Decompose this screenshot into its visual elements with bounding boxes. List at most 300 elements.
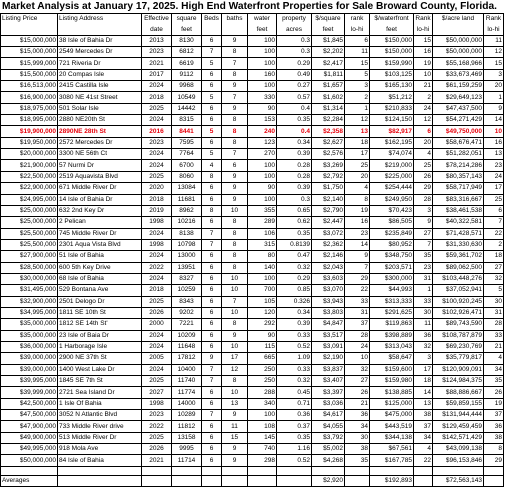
table-cell: 9 — [345, 251, 370, 262]
table-cell: 25 — [345, 160, 370, 171]
table-cell: $16,513,000 — [1, 81, 58, 92]
spacer-cell — [433, 466, 484, 475]
table-cell: 4 — [414, 444, 433, 455]
table-cell: 36 — [414, 330, 433, 341]
table-cell: 33 — [484, 330, 504, 341]
table-cell: $39,000,000 — [1, 353, 58, 364]
column-header — [202, 24, 222, 35]
table-cell: 13 — [345, 126, 370, 137]
table-cell: 32 — [484, 273, 504, 284]
table-cell: 2024 — [142, 160, 172, 171]
table-cell: 35 — [414, 251, 433, 262]
table-cell: 17 — [222, 353, 248, 364]
table-cell: 14 — [345, 239, 370, 250]
table-cell: 35 — [345, 455, 370, 466]
table-cell: 2025 — [142, 296, 172, 307]
table-cell: 2021 — [142, 58, 172, 69]
table-cell: 7 — [222, 296, 248, 307]
table-cell: $15,999,000 — [1, 58, 58, 69]
spacer-cell — [312, 466, 345, 475]
table-cell: 38 Isle of Bahia Dr — [58, 35, 142, 46]
table-cell: 10 — [222, 205, 248, 216]
table-cell: $2,202 — [312, 47, 345, 58]
table-cell: $249,950 — [370, 194, 414, 205]
table-cell: 16 — [345, 217, 370, 228]
table-cell: 32 — [414, 341, 433, 352]
table-cell: $80,952 — [370, 239, 414, 250]
table-cell: $80,357,143 — [433, 171, 484, 182]
table-cell: 30 — [414, 307, 433, 318]
table-cell: 9 — [222, 455, 248, 466]
table-cell: 7221 — [172, 319, 202, 330]
table-row — [1, 296, 504, 307]
table-cell: 5 — [202, 58, 222, 69]
table-cell: 0.33 — [277, 364, 312, 375]
averages-empty-cell — [345, 475, 370, 486]
table-cell: 23 — [345, 228, 370, 239]
table-cell: $3,837 — [312, 364, 345, 375]
table-cell: $40,322,581 — [433, 217, 484, 228]
table-cell: 8 — [222, 137, 248, 148]
column-header: feet — [248, 24, 277, 35]
table-cell: 10 — [222, 273, 248, 284]
table-cell: 10549 — [172, 92, 202, 103]
table-cell: 8441 — [172, 126, 202, 137]
table-row — [1, 115, 504, 126]
table-cell: $124,984,375 — [433, 376, 484, 387]
table-cell: 11740 — [172, 376, 202, 387]
table-cell: $2,284 — [312, 115, 345, 126]
spacer-cell — [345, 466, 370, 475]
table-cell: 1998 — [142, 239, 172, 250]
table-cell: $1,602 — [312, 92, 345, 103]
table-cell: 2013 — [142, 35, 172, 46]
table-cell: 21 — [414, 81, 433, 92]
table-cell: $50,000,000 — [433, 47, 484, 58]
table-cell: 23 — [414, 262, 433, 273]
table-cell: $4,847 — [312, 319, 345, 330]
table-cell: 38 — [414, 410, 433, 421]
table-cell: 17 — [484, 183, 504, 194]
table-cell: $35,779,817 — [433, 353, 484, 364]
table-cell: 15 — [222, 432, 248, 443]
table-cell: 9 — [222, 35, 248, 46]
table-cell: $22,900,000 — [1, 183, 58, 194]
table-cell: $15,500,000 — [1, 69, 58, 80]
table-row — [1, 444, 504, 455]
table-row — [1, 171, 504, 182]
table-cell: 6 — [202, 69, 222, 80]
table-cell: 31 — [414, 273, 433, 284]
table-cell: 671 Middle River Dr — [58, 183, 142, 194]
table-cell: 8 — [222, 239, 248, 250]
table-cell: 23 — [484, 160, 504, 171]
table-row — [1, 410, 504, 421]
table-row — [1, 398, 504, 409]
table-cell: 0.39 — [277, 183, 312, 194]
table-cell: 11681 — [172, 194, 202, 205]
spacer-cell — [202, 466, 222, 475]
table-cell: 9968 — [172, 81, 202, 92]
table-cell: $167,785 — [370, 455, 414, 466]
average-acre-value: $72,563,143 — [433, 475, 484, 486]
table-cell: 2890NE 28th St — [58, 126, 142, 137]
table-cell: 315 — [248, 239, 277, 250]
table-cell: 25 — [414, 160, 433, 171]
table-cell: 9 — [222, 410, 248, 421]
table-cell: 15 — [484, 58, 504, 69]
column-header: Rank — [414, 14, 433, 25]
table-cell: $2,417 — [312, 58, 345, 69]
table-cell: $225,000 — [370, 171, 414, 182]
table-cell: $254,444 — [370, 183, 414, 194]
header-row — [1, 24, 504, 35]
table-cell: $47,437,500 — [433, 103, 484, 114]
table-cell: 12 — [484, 47, 504, 58]
table-cell: 16 — [484, 137, 504, 148]
table-cell: 9 — [222, 330, 248, 341]
table-cell: 7 — [202, 410, 222, 421]
table-cell: 145 — [248, 432, 277, 443]
averages-empty-cell — [142, 475, 172, 486]
table-cell: 2572 Mercedes Dr — [58, 137, 142, 148]
table-cell: 6 — [202, 262, 222, 273]
table-cell: 27 — [414, 228, 433, 239]
average-waterfront-value: $192,893 — [370, 475, 414, 486]
table-cell: 1998 — [142, 398, 172, 409]
table-cell: $3,072 — [312, 228, 345, 239]
table-cell: $4,055 — [312, 421, 345, 432]
table-row — [1, 285, 504, 296]
table-cell: $29,649,123 — [433, 92, 484, 103]
table-cell: 8060 — [172, 171, 202, 182]
table-cell: 14442 — [172, 103, 202, 114]
table-cell: 22 — [345, 285, 370, 296]
table-cell: 38 — [345, 444, 370, 455]
table-cell: 14 — [414, 387, 433, 398]
table-cell: $348,750 — [370, 251, 414, 262]
table-cell: 10 — [222, 341, 248, 352]
table-row — [1, 319, 504, 330]
table-cell: $131,944,444 — [433, 410, 484, 421]
table-cell: 7 — [202, 228, 222, 239]
table-cell: $150,000 — [370, 47, 414, 58]
spacer-cell — [1, 466, 58, 475]
table-cell: 34 — [414, 432, 433, 443]
table-cell: $235,849 — [370, 228, 414, 239]
table-cell: 6 — [202, 307, 222, 318]
table-cell: 7 — [222, 149, 248, 160]
table-cell: 24 — [345, 341, 370, 352]
table-cell: 250 — [248, 376, 277, 387]
table-cell: 12 — [222, 364, 248, 375]
header-row — [1, 14, 504, 25]
table-cell: 6812 — [172, 47, 202, 58]
table-cell: 0.3 — [277, 35, 312, 46]
table-cell: 21 — [345, 398, 370, 409]
table-cell: 289 — [248, 217, 277, 228]
column-header: square — [172, 14, 202, 25]
table-cell: 100 — [248, 35, 277, 46]
table-cell: 100 — [248, 81, 277, 92]
spacer-cell — [484, 466, 504, 475]
table-cell: 2023 — [142, 47, 172, 58]
table-cell: $3,803 — [312, 307, 345, 318]
table-cell: 8 — [222, 228, 248, 239]
table-cell: 7 — [222, 92, 248, 103]
table-cell: $1,314 — [312, 103, 345, 114]
table-cell: 0.27 — [277, 81, 312, 92]
table-cell: $34,995,000 — [1, 307, 58, 318]
table-cell: 17812 — [172, 353, 202, 364]
table-cell: $4,617 — [312, 410, 345, 421]
table-cell: 38 — [484, 432, 504, 443]
table-cell: 9 — [222, 171, 248, 182]
table-cell: 2721 Sea Island Dr — [58, 387, 142, 398]
table-cell: 9 — [222, 444, 248, 455]
table-cell: 34 — [484, 364, 504, 375]
table-cell: $15,000,000 — [1, 35, 58, 46]
table-cell: 5 — [345, 69, 370, 80]
table-cell: 292 — [248, 319, 277, 330]
table-cell: $55,168,966 — [433, 58, 484, 69]
page-title: Market Analysis at January 17, 2025. High End Waterfront Properties for Sale Broward County, Florida. — [2, 1, 497, 12]
table-cell: 340 — [248, 398, 277, 409]
table-row — [1, 103, 504, 114]
table-cell: $31,330,630 — [433, 239, 484, 250]
table-cell: 6 — [202, 444, 222, 455]
table-cell: 100 — [248, 410, 277, 421]
table-cell: $210,833 — [370, 103, 414, 114]
table-row — [1, 183, 504, 194]
table-cell: $74,074 — [370, 149, 414, 160]
table-cell: 5 — [202, 126, 222, 137]
table-cell: 7 — [222, 58, 248, 69]
table-cell: 740 — [248, 444, 277, 455]
table-cell: 8 — [202, 205, 222, 216]
table-cell: 15 — [345, 58, 370, 69]
table-cell: 9 — [222, 103, 248, 114]
table-cell: $443,519 — [370, 421, 414, 432]
table-cell: 11 — [345, 47, 370, 58]
table-cell: $165,130 — [370, 81, 414, 92]
table-row — [1, 432, 504, 443]
table-cell: $88,886,667 — [433, 387, 484, 398]
table-cell: 6 — [202, 183, 222, 194]
table-cell: 2024 — [142, 115, 172, 126]
table-cell: 11 — [484, 35, 504, 46]
table-cell: 57 Nurmi Dr — [58, 160, 142, 171]
table-cell: 0.52 — [277, 341, 312, 352]
table-cell: 2022 — [142, 421, 172, 432]
table-cell: 7 — [202, 364, 222, 375]
column-header: lo-hi — [484, 24, 504, 35]
table-cell: 2024 — [142, 364, 172, 375]
table-cell: $3,269 — [312, 160, 345, 171]
table-row — [1, 126, 504, 137]
table-cell: 11774 — [172, 387, 202, 398]
table-cell: 2025 — [142, 103, 172, 114]
averages-empty-cell — [202, 475, 222, 486]
table-cell: $1,845 — [312, 35, 345, 46]
table-cell: 3052 N Atlantic Blvd — [58, 410, 142, 421]
table-row — [1, 353, 504, 364]
table-cell: $18,975,000 — [1, 103, 58, 114]
table-cell: $3,036 — [312, 398, 345, 409]
table-cell: $103,448,276 — [433, 273, 484, 284]
table-cell: $150,000 — [370, 35, 414, 46]
table-cell: 8 — [222, 217, 248, 228]
table-cell: 745 Middle River Dr — [58, 228, 142, 239]
table-cell: 84 Isle of Bahia — [58, 455, 142, 466]
table-cell: 90 — [248, 330, 277, 341]
table-cell: 21 — [484, 341, 504, 352]
table-cell: $313,043 — [370, 341, 414, 352]
table-cell: 29 — [414, 183, 433, 194]
table-cell: $2,576 — [312, 149, 345, 160]
table-cell: 8 — [222, 69, 248, 80]
table-cell: 10216 — [172, 217, 202, 228]
table-cell: 8 — [345, 194, 370, 205]
table-row — [1, 81, 504, 92]
column-header: rank — [345, 14, 370, 25]
table-cell: 14000 — [172, 398, 202, 409]
table-cell: 3 — [414, 353, 433, 364]
table-cell: 6 — [202, 81, 222, 92]
table-cell: $19,900,000 — [1, 126, 58, 137]
table-cell: 90 — [248, 103, 277, 114]
table-cell: 7 — [202, 47, 222, 58]
averages-empty-cell — [222, 475, 248, 486]
table-cell: 0.35 — [277, 432, 312, 443]
table-cell: 9 — [202, 353, 222, 364]
table-cell: 0.45 — [277, 387, 312, 398]
table-row — [1, 262, 504, 273]
table-row — [1, 455, 504, 466]
table-cell: 8 — [222, 251, 248, 262]
table-cell: 6 — [202, 421, 222, 432]
table-cell: 665 — [248, 353, 277, 364]
table-cell: 4 — [202, 160, 222, 171]
table-cell: $3,091 — [312, 341, 345, 352]
table-cell: 28 — [484, 319, 504, 330]
table-cell: 0.32 — [277, 262, 312, 273]
table-cell: $2,362 — [312, 239, 345, 250]
table-cell: 10 — [222, 307, 248, 318]
table-cell: 10289 — [172, 410, 202, 421]
table-cell: 2880 NE20th St — [58, 115, 142, 126]
column-header: Listing Price — [1, 14, 58, 25]
averages-empty-cell — [248, 475, 277, 486]
table-cell: 10209 — [172, 330, 202, 341]
table-cell: 9 — [222, 183, 248, 194]
table-cell: 20 Compas Isle — [58, 69, 142, 80]
table-cell: 2024 — [142, 81, 172, 92]
table-cell: 0.29 — [277, 273, 312, 284]
table-cell: $38,461,538 — [433, 205, 484, 216]
table-cell: $18,995,000 — [1, 115, 58, 126]
table-cell: $39,999,000 — [1, 387, 58, 398]
table-cell: 3300 NE 56th Ct — [58, 149, 142, 160]
column-header: lo-hi — [345, 24, 370, 35]
averages-empty-cell — [277, 475, 312, 486]
column-header: $/waterfront — [370, 14, 414, 25]
table-cell: $398,889 — [370, 330, 414, 341]
table-cell: 10259 — [172, 285, 202, 296]
table-cell: $344,138 — [370, 432, 414, 443]
table-cell: $58,647 — [370, 353, 414, 364]
table-row — [1, 364, 504, 375]
table-cell: 1845 SE 7th St — [58, 376, 142, 387]
table-cell: $49,995,000 — [1, 444, 58, 455]
table-cell: $67,561 — [370, 444, 414, 455]
table-cell: 11 — [222, 421, 248, 432]
table-cell: 2 — [414, 92, 433, 103]
table-cell: $51,282,051 — [433, 149, 484, 160]
table-cell: 106 — [248, 228, 277, 239]
table-cell: 11812 — [172, 421, 202, 432]
table-cell: 9 — [222, 81, 248, 92]
table-cell: $108,787,879 — [433, 330, 484, 341]
table-cell: 35 — [484, 376, 504, 387]
table-cell: 18 — [414, 376, 433, 387]
table-cell: 6 — [202, 330, 222, 341]
table-cell: 11714 — [172, 455, 202, 466]
table-cell: 26 — [414, 171, 433, 182]
table-cell: 0.36 — [277, 410, 312, 421]
table-cell: 6 — [222, 160, 248, 171]
table-cell: $33,673,469 — [433, 69, 484, 80]
table-cell: $21,900,000 — [1, 160, 58, 171]
table-cell: 2017 — [142, 69, 172, 80]
table-cell: $51,212 — [370, 92, 414, 103]
table-cell: 2415 Castilla Isle — [58, 81, 142, 92]
table-cell: 6619 — [172, 58, 202, 69]
table-cell: 100 — [248, 47, 277, 58]
table-cell: 0.39 — [277, 149, 312, 160]
table-cell: 529 Bontana Ave — [58, 285, 142, 296]
table-cell: 51 Isle of Bahia — [58, 251, 142, 262]
table-cell: 2025 — [142, 171, 172, 182]
table-row — [1, 330, 504, 341]
table-cell: 6 — [202, 285, 222, 296]
table-cell: 2 — [345, 92, 370, 103]
table-cell: 7595 — [172, 137, 202, 148]
table-cell: $159,990 — [370, 58, 414, 69]
table-row — [1, 205, 504, 216]
table-cell: $44,993 — [370, 285, 414, 296]
table-cell: 3 — [345, 81, 370, 92]
table-cell: $15,000,000 — [1, 47, 58, 58]
table-cell: 10 — [222, 387, 248, 398]
column-header: feet — [172, 24, 202, 35]
table-cell: $291,625 — [370, 307, 414, 318]
table-cell: 0.326 — [277, 296, 312, 307]
table-cell: 68 Isle of Bahia — [58, 273, 142, 284]
table-cell: $2,792 — [312, 171, 345, 182]
table-cell: 12 — [345, 115, 370, 126]
table-cell: 1400 West Lake Dr — [58, 364, 142, 375]
column-header: water — [248, 14, 277, 25]
column-header: Listing Address — [58, 14, 142, 25]
average-sqft-value: $2,920 — [312, 475, 345, 486]
table-cell: 33 — [414, 296, 433, 307]
table-cell: $1,657 — [312, 81, 345, 92]
table-cell: $19,950,000 — [1, 137, 58, 148]
table-cell: 8 — [222, 376, 248, 387]
table-cell: 1 Isle Of Bahia — [58, 398, 142, 409]
table-cell: $82,917 — [370, 126, 414, 137]
